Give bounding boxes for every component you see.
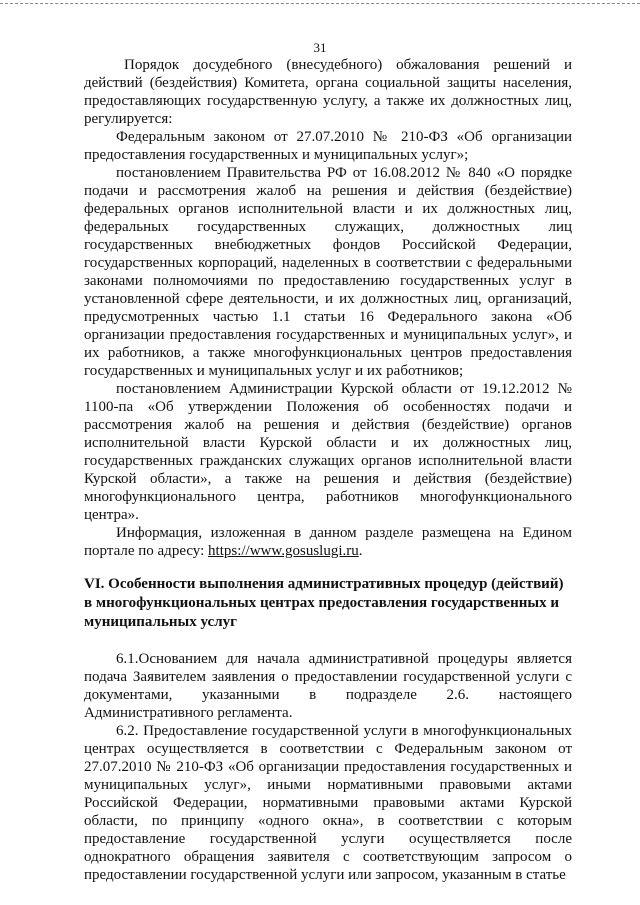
paragraph-government-resolution: постановлением Правительства РФ от 16.08.2012 № 840 «О порядке подачи и рассмотрения жалоб на решения и действия (бездействие) федеральных органов исполнительной власти и их должностных лиц, федеральных государственных служащих, должностных лиц государственных внебюджетных фондов Российской Федерации, государственных корпораций, наделенных в соответствии с федеральными законами полномочиями по предоставлению государственных услуг в установленной сфере деятельности, и их должностных лиц, организаций, предусмотренных частью 1.1 статьи 16 Федерального закона «Об организации предоставления государственных и муниципальных услуг», и их работников, а также многофункциональных центров предоставления государственных и муниципальных услуг и их работников;: [84, 165, 572, 379]
paragraph-federal-law: Федеральным законом от 27.07.2010 № 210-ФЗ «Об организации предоставления государственных и муниципальных услуг»;: [84, 129, 572, 163]
appeal-procedure-text: [84, 56, 572, 560]
portal-info-text: Информация, изложенная в данном разделе размещена на Едином портале по адресу:: [84, 525, 572, 559]
paragraph-kursk-resolution: постановлением Администрации Курской области от 19.12.2012 № 1100-па «Об утверждении Положения об особенностях подачи и рассмотрения жалоб на решения и действия (бездействие) органов исполнительной власти Курской области и их должностных лиц, государственных гражданских служащих органов исполнительной власти Курской области», а также на решения и действия (бездействие) многофункционального центра, работников многофункционального центра».: [84, 381, 572, 523]
section-body: [84, 650, 572, 884]
page-number: 31: [313, 40, 327, 55]
section-heading: VI. Особенности выполнения административных процедур (действий) в многофункциональных центрах предоставления государственных и муниципальных услуг: [84, 576, 564, 630]
page-top-border: [0, 0, 640, 4]
portal-info-end: .: [358, 543, 363, 559]
paragraph-appeal-procedure: Порядок досудебного (внесудебного) обжалования решений и действий (бездействия) Комитета, органа социальной защиты населения, предоставляющих государственную услугу, а также их должностных лиц, регулируется:: [84, 57, 572, 127]
portal-link[interactable]: https://www.gosuslugi.ru: [208, 543, 359, 559]
paragraph-6-2: 6.2. Предоставление государственной услуги в многофункциональных центрах осуществляется в соответствии с Федеральным законом от 27.07.2010 № 210-ФЗ «Об организации предоставления государственных и муниципальных услуг», иными нормативными правовыми актами Российской Федерации, нормативными правовыми актами Курской области, по принципу «одного окна», в соответствии с которым предоставление государственной услуги осуществляется после однократного обращения заявителя с соответствующим запросом о предоставлении государственной услуги или запросом, указанным в статье: [84, 723, 572, 883]
paragraph-6-1: 6.1.Основанием для начала административной процедуры является подача Заявителем заявления о предоставлении государственной услуги с документами, указанными в подразделе 2.6. настоящего Административного регламента.: [84, 651, 572, 721]
paragraph-portal-info: [84, 524, 572, 560]
